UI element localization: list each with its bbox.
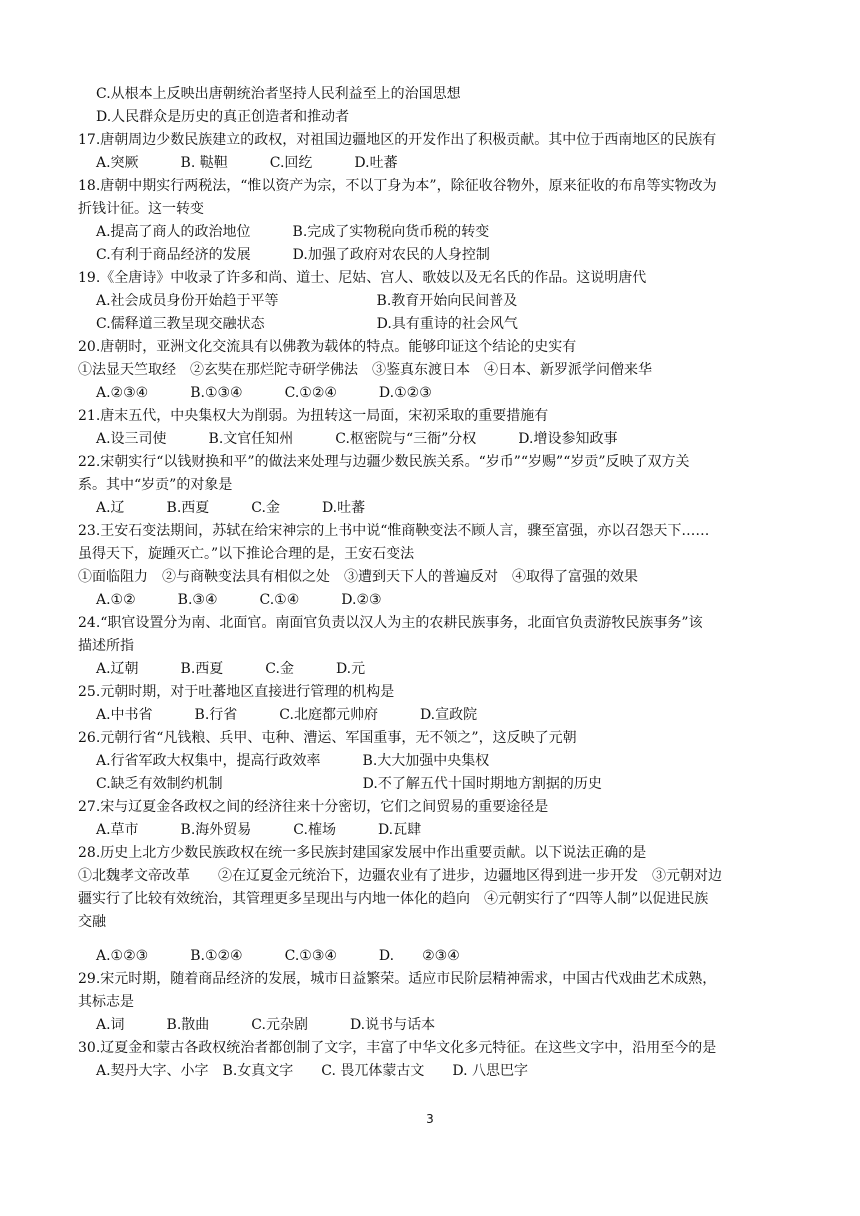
option-line: C.有利于商品经济的发展 D.加强了政府对农民的人身控制 — [96, 247, 490, 263]
option-line: C.从根本上反映出唐朝统治者坚持人民利益至上的治国思想 — [96, 86, 461, 102]
option-line: A.草市 B.海外贸易 C.榷场 D.瓦肆 — [96, 822, 422, 838]
question-line: 其标志是 — [78, 994, 134, 1010]
option-line: D.人民群众是历史的真正创造者和推动者 — [96, 109, 350, 125]
question-line: 22.宋朝实行“以钱财换和平”的做法来处理与边疆少数民族关系。“岁币”“岁赐”“岁贡”反映了双方关 — [78, 454, 690, 470]
option-line: A.辽 B.西夏 C.金 D.吐蕃 — [96, 500, 366, 516]
option-line: C.儒释道三教呈现交融状态 D.具有重诗的社会风气 — [96, 316, 518, 332]
question-line: ①面临阻力 ②与商鞅变法具有相似之处 ③遭到天下人的普遍反对 ④取得了富强的效果 — [78, 569, 638, 585]
page-number: 3 — [426, 1112, 434, 1126]
question-line: 18.唐朝中期实行两税法，“惟以资产为宗，不以丁身为本”，除征收谷物外，原来征收的布帛等实物改为 — [78, 178, 717, 194]
question-line: 19.《全唐诗》中收录了许多和尚、道士、尼姑、宫人、歌妓以及无名氏的作品。这说明唐代 — [78, 270, 647, 286]
option-line: A.中书省 B.行省 C.北庭都元帅府 D.宣政院 — [96, 707, 478, 723]
option-line: A.①②③ B.①②④ C.①③④ D. ②③④ — [96, 948, 460, 964]
question-line: 27.宋与辽夏金各政权之间的经济往来十分密切，它们之间贸易的重要途径是 — [78, 799, 549, 815]
option-line: A.行省军政大权集中，提高行政效率 B.大大加强中央集权 — [96, 753, 490, 769]
option-line: A.契丹大字、小字 B.女真文字 C. 畏兀体蒙古文 D. 八思巴字 — [96, 1063, 529, 1079]
option-line: A.辽朝 B.西夏 C.金 D.元 — [96, 661, 366, 677]
option-line: C.缺乏有效制约机制 D.不了解五代十国时期地方割据的历史 — [96, 776, 602, 792]
question-line: 20.唐朝时，亚洲文化交流具有以佛教为载体的特点。能够印证这个结论的史实有 — [78, 339, 577, 355]
option-line: A.设三司使 B.文官任知州 C.枢密院与“三衙”分权 D.增设参知政事 — [96, 431, 618, 447]
option-line: A.②③④ B.①③④ C.①②④ D.①②③ — [96, 385, 432, 401]
option-line: A.提高了商人的政治地位 B.完成了实物税向货币税的转变 — [96, 224, 490, 240]
option-line: A.①② B.③④ C.①④ D.②③ — [96, 592, 382, 608]
question-line: 23.王安石变法期间，苏轼在给宋神宗的上书中说“惟商鞅变法不顾人言，骤至富强，亦以召怨天下…… — [78, 523, 710, 539]
question-line: 29.宋元时期，随着商品经济的发展，城市日益繁荣。适应市民阶层精神需求，中国古代戏曲艺术成熟， — [78, 971, 717, 987]
question-line: 17.唐朝周边少数民族建立的政权，对祖国边疆地区的开发作出了积极贡献。其中位于西南地区的民族有 — [78, 132, 717, 148]
question-line: 24.“职官设置分为南、北面官。南面官负责以汉人为主的农耕民族事务，北面官负责游牧民族事务”该 — [78, 615, 703, 631]
question-line: 28.历史上北方少数民族政权在统一多民族封建国家发展中作出重要贡献。以下说法正确的是 — [78, 845, 647, 861]
question-line: 26.元朝行省“凡钱粮、兵甲、屯种、漕运、军国重事，无不领之”，这反映了元朝 — [78, 730, 577, 746]
question-line: 25.元朝时期，对于吐蕃地区直接进行管理的机构是 — [78, 684, 395, 700]
question-line: 交融 — [78, 914, 106, 930]
question-line: ①法显天竺取经 ②玄奘在那烂陀寺研学佛法 ③鉴真东渡日本 ④日本、新罗派学问僧来华 — [78, 362, 652, 378]
question-line: 虽得天下，旋踵灭亡。”以下推论合理的是，王安石变法 — [78, 546, 415, 562]
question-line: ①北魏孝文帝改革 ②在辽夏金元统治下，边疆农业有了进步，边疆地区得到进一步开发 ③元朝对边 — [78, 868, 722, 884]
question-line: 折钱计征。这一转变 — [78, 201, 204, 217]
option-line: A.词 B.散曲 C.元杂剧 D.说书与话本 — [96, 1017, 436, 1033]
option-line: A.突厥 B. 鞑靼 C.回纥 D.吐蕃 — [96, 155, 398, 171]
question-line: 30.辽夏金和蒙古各政权统治者都创制了文字，丰富了中华文化多元特征。在这些文字中，沿用至今的是 — [78, 1040, 717, 1056]
question-line: 系。其中“岁贡”的对象是 — [78, 477, 233, 493]
question-line: 21.唐末五代，中央集权大为削弱。为扭转这一局面，宋初采取的重要措施有 — [78, 408, 549, 424]
option-line: A.社会成员身份开始趋于平等 B.教育开始向民间普及 — [96, 293, 518, 309]
question-line: 描述所指 — [78, 638, 134, 654]
question-line: 疆实行了比较有效统治，其管理更多呈现出与内地一体化的趋向 ④元朝实行了“四等人制”以促进民族 — [78, 891, 709, 907]
